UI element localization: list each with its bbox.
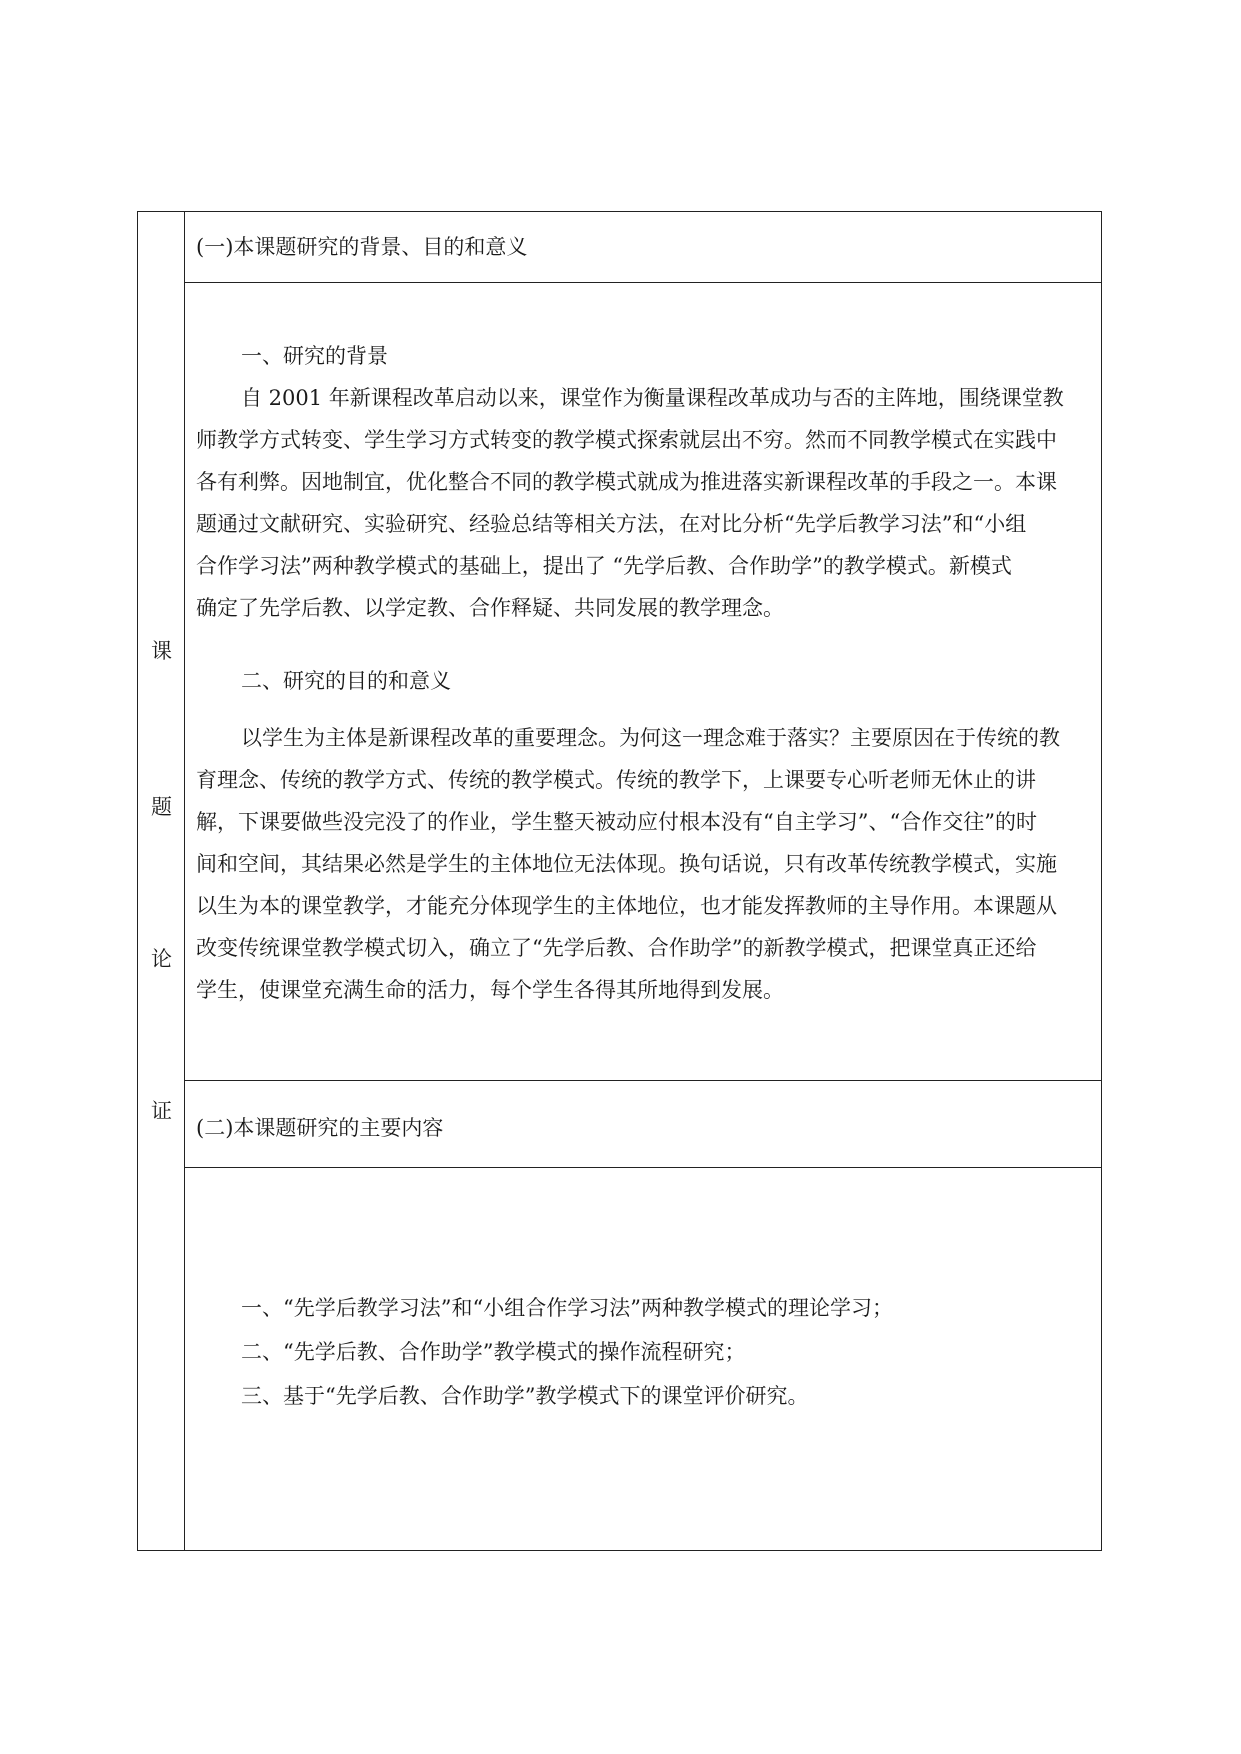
paragraph-line: 自 2001 年新课程改革启动以来，课堂作为衡量课程改革成功与否的主阵地，围绕课堂教 xyxy=(241,386,1064,410)
section2-heading: (二)本课题研究的主要内容 xyxy=(196,1116,444,1140)
paragraph-line: 解，下课要做些没完没了的作业，学生整天被动应付根本没有“自主学习”、“合作交往”的时 xyxy=(196,810,1037,834)
purpose-paragraph xyxy=(196,717,1084,1011)
purpose-heading: 二、研究的目的和意义 xyxy=(241,669,451,693)
divider xyxy=(185,282,1101,283)
paragraph-line: 育理念、传统的教学方式、传统的教学模式。传统的教学下，上课要专心听老师无休止的讲 xyxy=(196,768,1036,792)
side-label-char: 论 xyxy=(151,947,172,971)
paragraph-line: 间和空间，其结果必然是学生的主体地位无法体现。换句话说，只有改革传统教学模式，实施 xyxy=(196,852,1057,876)
side-label-column xyxy=(138,212,185,1550)
paragraph-line: 题通过文献研究、实验研究、经验总结等相关方法，在对比分析“先学后教学习法”和“小组 xyxy=(196,512,1027,536)
side-label-char: 课 xyxy=(151,639,172,663)
paragraph-line: 以生为本的课堂教学，才能充分体现学生的主体地位，也才能发挥教师的主导作用。本课题从 xyxy=(196,894,1057,918)
section1-heading: (一)本课题研究的背景、目的和意义 xyxy=(196,235,528,259)
form-table xyxy=(137,211,1102,1551)
background-heading: 一、研究的背景 xyxy=(241,344,388,368)
paragraph-line: 学生，使课堂充满生命的活力，每个学生各得其所地得到发展。 xyxy=(196,978,784,1002)
side-label-char: 证 xyxy=(151,1099,172,1123)
background-paragraph xyxy=(196,377,1084,629)
divider xyxy=(185,1080,1101,1081)
content-list-item: 三、基于“先学后教、合作助学”教学模式下的课堂评价研究。 xyxy=(241,1384,809,1408)
paragraph-line: 以学生为主体是新课程改革的重要理念。为何这一理念难于落实？主要原因在于传统的教 xyxy=(241,726,1060,750)
paragraph-line: 合作学习法”两种教学模式的基础上，提出了 “先学后教、合作助学”的教学模式。新模式 xyxy=(196,554,1012,578)
paragraph-line: 确定了先学后教、以学定教、合作释疑、共同发展的教学理念。 xyxy=(196,596,784,620)
content-list-item: 二、“先学后教、合作助学”教学模式的操作流程研究； xyxy=(241,1340,746,1364)
paragraph-line: 改变传统课堂教学模式切入，确立了“先学后教、合作助学”的新教学模式，把课堂真正还给 xyxy=(196,936,1037,960)
paragraph-line: 师教学方式转变、学生学习方式转变的教学模式探索就层出不穷。然而不同教学模式在实践中 xyxy=(196,428,1057,452)
paragraph-line: 各有利弊。因地制宜，优化整合不同的教学模式就成为推进落实新课程改革的手段之一。本课 xyxy=(196,470,1057,494)
content-list-item: 一、“先学后教学习法”和“小组合作学习法”两种教学模式的理论学习； xyxy=(241,1296,893,1320)
divider xyxy=(185,1167,1101,1168)
content-column xyxy=(185,212,1101,1550)
side-label-char: 题 xyxy=(151,795,172,819)
